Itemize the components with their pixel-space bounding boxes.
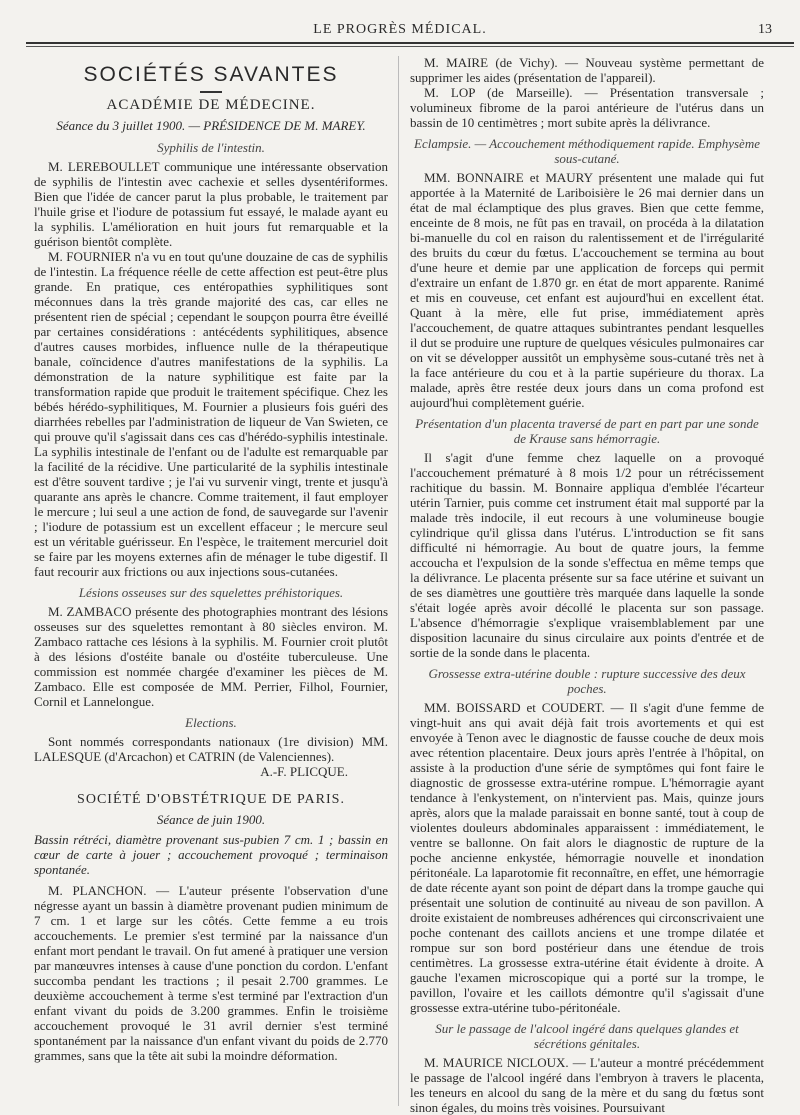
- journal-title: LE PROGRÈS MÉDICAL.: [313, 22, 487, 37]
- society-title: SOCIÉTÉ D'OBSTÉTRIQUE DE PARIS.: [77, 792, 345, 807]
- paragraph-lop: M. LOP (de Marseille). — Présentation transversale ; volumineux fibrome de la paroi antérieure de l'utérus dans un bassin de 10 centimètres ; mort subite après la délivrance.: [410, 85, 764, 130]
- paragraph-placenta: Il s'agit d'une femme chez laquelle on a provoqué l'accouchement prématuré à 8 mois 1/2 pour un rétrécissement rachitique du bassin. M. Bonnaire appliqua d'emblée l'écarteur utérin Tarnier, puis comme cet instrument était mal supporté par la malade très indocile, il eut recours à une volumineuse bougie cylindrique qu'il glissa dans l'utérus. L'introduction se fit sans difficulté ni hémorragie. Au bout de quatre jours, la femme accoucha et l'expulsion de la sonde s'effectua en même temps que la délivrance. Le placenta présente sur sa face utérine et suivant un de ses diamètres une gouttière très marquée dans laquelle la sonde s'était logée après avoir décollé le placenta sur son passage. L'absence d'hémorragie s'explique vraisemblablement par une disposition lacunaire du sinus circulaire aux points d'entrée et de sortie de la sonde dans le placenta.: [410, 450, 764, 660]
- paragraph-planchon: M. PLANCHON. — L'auteur présente l'observation d'une négresse ayant un bassin à diamètre provenant pudien minimum de 7 cm. 1 et large sur les côtés. Cette femme a eu trois accouchements. Le premier s'est terminé par la naissance d'un enfant mort pendant le travail. On fut amené à pratiquer une version par manœuvres intenses à cause d'une ponction du cordon. L'enfant succomba pendant les tractions ; il pesait 2.700 grammes. Le deuxième accouchement à terme s'est terminé par l'extraction d'un enfant vivant du poids de 3.200 grammes. Enfin le troisième accouchement provoqué le 31 avril dernier s'est terminé spontanément par la naissance d'un enfant vivant du poids de 2.770 grammes, sans que la tête ait subi la moindre déformation.: [34, 883, 388, 1063]
- paragraph-bonnaire: MM. BONNAIRE et MAURY présentent une malade qui fut apportée à la Maternité de Lariboisière le 26 mai dernier dans un état de mal éclamptique des plus graves. Bien que cette femme, enceinte de 8 mois, ne fût pas en travail, on procéda à la dilatation bi-manuelle du col en raison du ralentissement et de l'irrégularité des bruits du cœur du fœtus. L'accouchement se termina au bout d'une heure et demie par une application de forceps qui permit d'extraire un enfant de 1.870 gr. en état de mort apparente. Ranimé et mis en couveuse, cet enfant est aujourd'hui en excellent état. Quant à la mère, elle fut prise, immédiatement après l'accouchement, de quatre attaques subintrantes pendant lesquelles il dut se produire une rupture de quelques vésicules pulmonaires car on vit se développer aussitôt un emphysème sous-cutané très net à la face antérieure du cou et à la partie supérieure du thorax. La malade, après être restée deux jours dans un coma profond est aujourd'hui complètement guérie.: [410, 170, 764, 410]
- subheading-syphilis: Syphilis de l'intestin.: [157, 140, 265, 155]
- paragraph-elections: Sont nommés correspondants nationaux (1re division) MM. LALESQUE (d'Arcachon) et CATRIN (de Valenciennes).: [34, 734, 388, 764]
- subheading-elections: Elections.: [185, 715, 237, 730]
- right-column: [410, 55, 764, 1115]
- running-header: [0, 22, 800, 40]
- signature: A.-F. PLICQUE.: [260, 764, 348, 779]
- paragraph-maire: M. MAIRE (de Vichy). — Nouveau système permettant de supprimer les aides (présentation de l'appareil).: [410, 55, 764, 85]
- subheading-grossesse: Grossesse extra-utérine double : rupture successive des deux poches.: [428, 666, 746, 696]
- page-number: 13: [758, 22, 772, 37]
- left-column: [34, 55, 388, 1104]
- paragraph-fournier: M. FOURNIER n'a vu en tout qu'une douzaine de cas de syphilis de l'intestin. La fréquence réelle de cette affection est peut-être plus grande. En pratique, ces entéropathies syphilitiques sont méconnues dans la très grande majorité des cas, car elles ne présentent rien de spécial ; cependant le soupçon pourra être éveillé par certaines considérations : antécédents syphilitiques, absence d'autres causes morbides, influence nulle de la thérapeutique banale, coïncidence d'autres manifestations de la syphilis. La démonstration de la nature syphilitique est faite par la transformation rapide que produit le traitement spécifique. Chez les bébés hérédo-syphilitiques, M. Fournier a plusieurs fois guéri des diarrhées rebelles par l'administration de liqueur de Van Swieten, ce qui prouve qu'il s'agissait dans ces cas d'hérédo-syphilis intestinale. La syphilis intestinale de l'enfant ou de l'adulte est remarquable par la facilité de la récidive. Une particularité de la syphilis intestinale est d'être souvent tardive ; je l'ai vu survenir vingt, trente et jusqu'à quarante ans après le chancre. Comme traitement, il faut employer le mercure ; lui seul a une action de fond, de sauvegarde sur l'avenir ; l'iodure de potassium est un excellent effaceur ; le mercure seul est un véritable guérisseur. En l'espèce, le traitement mercuriel doit se faire par les moyens externes afin de ménager le tube digestif. Il faut recourir aux frictions ou aux injections sous-cutanées.: [34, 249, 388, 579]
- subheading-bassin: Bassin rétréci, diamètre provenant sus-pubien 7 cm. 1 ; bassin en cœur de carte à jouer ; accouchement provoqué ; terminaison spontanée.: [34, 832, 388, 877]
- subheading-eclampsie: Eclampsie. — Accouchement méthodiquement rapide. Emphysème sous-cutané.: [414, 136, 760, 166]
- header-rule: [26, 42, 794, 44]
- paragraph-nicloux: M. MAURICE NICLOUX. — L'auteur a montré précédemment le passage de l'alcool ingéré dans l'embryon à travers le placenta, les teneurs en alcool du sang de la mère et du sang du fœtus sont sinon égales, du moins très voisines. Poursuivant: [410, 1055, 764, 1115]
- paragraph-boissard: MM. BOISSARD et COUDERT. — Il s'agit d'une femme de vingt-huit ans qui avait déjà fait trois avortements et qui est envoyée à Tenon avec le diagnostic de fausse couche de deux mois avec rétention placentaire. Deux jours après l'entrée à l'hôpital, on assiste à la production d'une série de symptômes qui font faire le diagnostic de grossesse extra-utérine rompue. L'hémorragie ayant tendance à l'enkystement, on n'intervient pas. Mais, quinze jours après, alors que la malade paraissait en bonne santé, tout à coup de violentes douleurs abdominales apparaissent : immédiatement, le ventre se ballonne. On fait alors le diagnostic de rupture de la poche ancienne enkystée, hémorragie nouvelle et inondation péritonéale. La laparotomie fit reconnaître, en effet, une hémorragie de date récente ayant son point de départ dans la trompe gauche qui présentait une solution de continuité au niveau de son pavillon. A droite existaient de nombreuses adhérences qui circonscrivaient une poche contenant des caillots anciens et une trompe dilatée et rompue sur son bord postérieur dans une étendue de trois centimètres. La grossesse extra-utérine était évidente à droite. A gauche l'examen microscopique qui a porté sur la trompe, le pavillon, l'ovaire et les caillots démontre qu'il s'agissait d'une grossesse extra-utérine tubo-péritonéale.: [410, 700, 764, 1015]
- subheading-placenta: Présentation d'un placenta traversé de part en part par une sonde de Krause sans hémorragie.: [415, 416, 759, 446]
- section-title: SOCIÉTÉS SAVANTES: [83, 63, 339, 86]
- header-rule-thin: [26, 46, 794, 47]
- academy-seance: Séance du 3 juillet 1900. — PRÉSIDENCE DE M. MAREY.: [56, 118, 366, 133]
- subheading-alcool: Sur le passage de l'alcool ingéré dans quelques glandes et sécrétions génitales.: [435, 1021, 739, 1051]
- column-divider: [398, 56, 399, 1106]
- society-seance: Séance de juin 1900.: [156, 812, 266, 827]
- paragraph-lereboullet: M. LEREBOULLET communique une intéressante observation de syphilis de l'intestin avec cachexie et selles dysentériformes. Bien que l'idée de cancer parut la plus probable, le traitement par l'huile grise et l'iodure de potassium fut essayé, le malade ayant eu la syphilis. L'amélioration en huit jours fut remarquable et la guérison bientôt complète.: [34, 159, 388, 249]
- paragraph-zambaco: M. ZAMBACO présente des photographies montrant des lésions osseuses sur des squelettes remontant à 80 siècles environ. M. Zambaco rattache ces lésions à la syphilis. M. Fournier croit plutôt à des lésions d'ostéite banale ou d'ostéite tuberculeuse. Une commission est nommée chargée d'examiner les pièces de M. Zambaco. Elle est composée de MM. Perrier, Filhol, Fournier, Cornil et Lannelongue.: [34, 604, 388, 709]
- subheading-lesions: Lésions osseuses sur des squelettes préhistoriques.: [78, 585, 344, 600]
- academy-title: ACADÉMIE DE MÉDECINE.: [106, 97, 316, 113]
- title-rule: [200, 91, 222, 93]
